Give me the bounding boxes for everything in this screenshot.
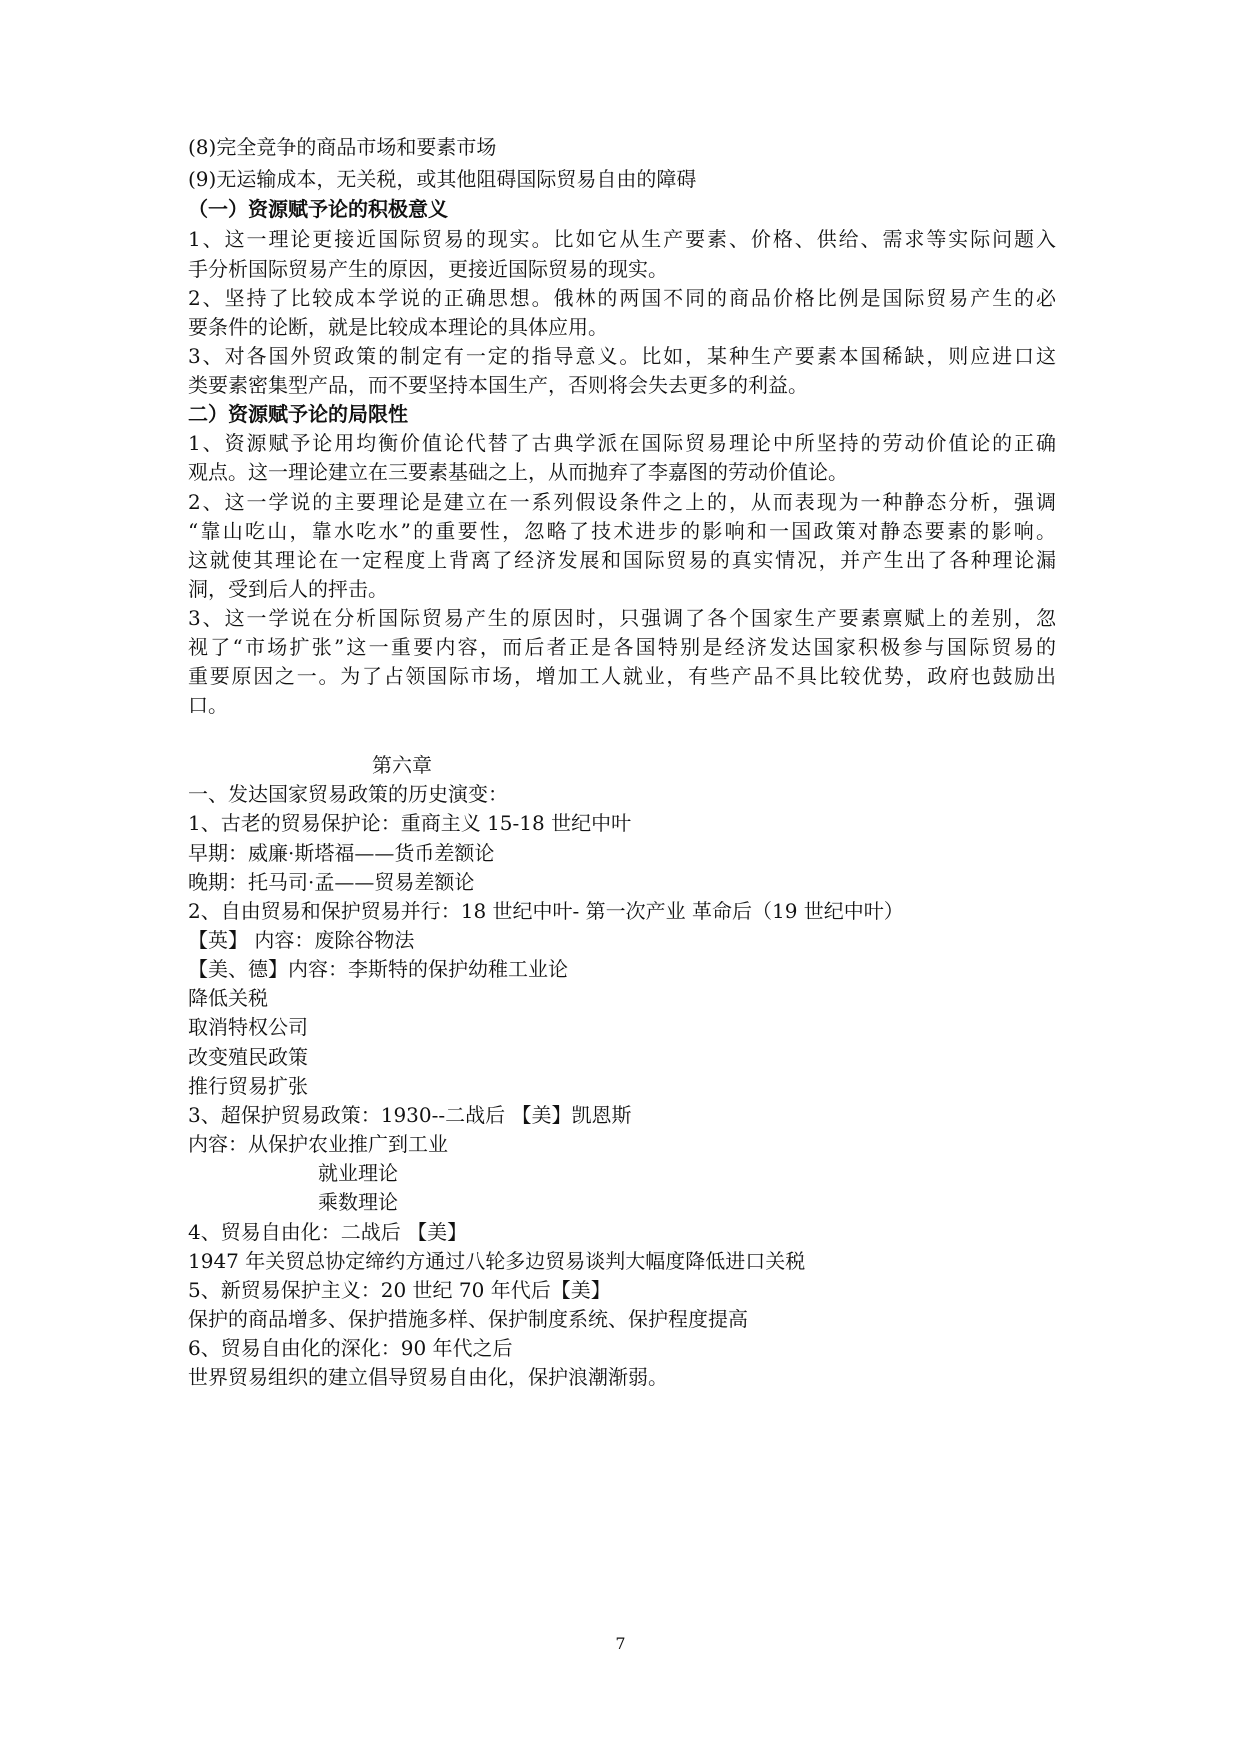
chapter-line: 3、超保护贸易政策：1930--二战后 【美】凯恩斯 — [188, 1103, 632, 1127]
limits-paragraph-3-line-1: 3、这一学说在分析国际贸易产生的原因时，只强调了各个国家生产要素禀赋上的差别，忽 — [188, 606, 1056, 630]
page-number: 7 — [615, 1634, 626, 1653]
chapter-line: 保护的商品增多、保护措施多样、保护制度系统、保护程度提高 — [188, 1307, 748, 1331]
limits-paragraph-1-line-1: 1、资源赋予论用均衡价值论代替了古典学派在国际贸易理论中所坚持的劳动价值论的正确 — [188, 431, 1056, 455]
condition-8: (8)完全竞争的商品市场和要素市场 — [188, 135, 497, 159]
chapter-line: 【英】 内容：废除谷物法 — [188, 928, 415, 952]
positive-paragraph-2-line-2: 要条件的论断，就是比较成本理论的具体应用。 — [188, 315, 608, 339]
chapter-line: 降低关税 — [188, 986, 268, 1010]
chapter-line: 2、自由贸易和保护贸易并行：18 世纪中叶- 第一次产业 革命后（19 世纪中叶） — [188, 899, 904, 923]
chapter-line: 取消特权公司 — [188, 1015, 308, 1039]
limits-paragraph-2-line-3: 这就使其理论在一定程度上背离了经济发展和国际贸易的真实情况，并产生出了各种理论漏 — [188, 548, 1056, 572]
chapter-line: 1947 年关贸总协定缔约方通过八轮多边贸易谈判大幅度降低进口关税 — [188, 1249, 806, 1273]
chapter-line: 世界贸易组织的建立倡导贸易自由化，保护浪潮渐弱。 — [188, 1365, 668, 1389]
limits-paragraph-2-line-2: “靠山吃山，靠水吃水”的重要性，忽略了技术进步的影响和一国政策对静态要素的影响。 — [188, 519, 1056, 543]
heading-positive-significance: （一）资源赋予论的积极意义 — [188, 197, 448, 221]
heading-limitations: 二）资源赋予论的局限性 — [188, 402, 408, 426]
limits-paragraph-3-line-3: 重要原因之一。为了占领国际市场，增加工人就业，有些产品不具比较优势，政府也鼓励出 — [188, 664, 1056, 688]
limits-paragraph-2-line-1: 2、这一学说的主要理论是建立在一系列假设条件之上的，从而表现为一种静态分析，强调 — [188, 490, 1056, 514]
chapter-line-indented: 就业理论 — [318, 1161, 398, 1185]
positive-paragraph-3-line-2: 类要素密集型产品，而不要坚持本国生产，否则将会失去更多的利益。 — [188, 373, 808, 397]
chapter-line: 4、贸易自由化：二战后 【美】 — [188, 1220, 468, 1244]
positive-paragraph-3-line-1: 3、对各国外贸政策的制定有一定的指导意义。比如，某种生产要素本国稀缺，则应进口这 — [188, 344, 1056, 368]
chapter-line: 6、贸易自由化的深化：90 年代之后 — [188, 1336, 513, 1360]
positive-paragraph-1-line-2: 手分析国际贸易产生的原因，更接近国际贸易的现实。 — [188, 257, 668, 281]
positive-paragraph-1-line-1: 1、这一理论更接近国际贸易的现实。比如它从生产要素、价格、供给、需求等实际问题入 — [188, 227, 1056, 251]
limits-paragraph-1-line-2: 观点。这一理论建立在三要素基础之上，从而抛弃了李嘉图的劳动价值论。 — [188, 460, 848, 484]
chapter-line-indented: 乘数理论 — [318, 1190, 398, 1214]
limits-paragraph-3-line-2: 视了“市场扩张”这一重要内容，而后者正是各国特别是经济发达国家积极参与国际贸易的 — [188, 635, 1056, 659]
chapter-line: 5、新贸易保护主义：20 世纪 70 年代后【美】 — [188, 1278, 611, 1302]
condition-9: (9)无运输成本，无关税，或其他阻碍国际贸易自由的障碍 — [188, 167, 697, 191]
chapter-line: 改变殖民政策 — [188, 1045, 308, 1069]
limits-paragraph-2-line-4: 洞，受到后人的抨击。 — [188, 577, 388, 601]
chapter-line: 【美、德】内容：李斯特的保护幼稚工业论 — [188, 957, 568, 981]
positive-paragraph-2-line-1: 2、坚持了比较成本学说的正确思想。俄林的两国不同的商品价格比例是国际贸易产生的必 — [188, 286, 1056, 310]
chapter-line: 内容：从保护农业推广到工业 — [188, 1132, 448, 1156]
chapter-line: 一、发达国家贸易政策的历史演变： — [188, 782, 508, 806]
chapter-line: 推行贸易扩张 — [188, 1074, 308, 1098]
chapter-line: 晚期：托马司·孟——贸易差额论 — [188, 870, 475, 894]
limits-paragraph-3-line-4: 口。 — [188, 693, 228, 717]
chapter-line: 1、古老的贸易保护论：重商主义 15-18 世纪中叶 — [188, 811, 632, 835]
chapter-line: 早期：威廉·斯塔福——货币差额论 — [188, 841, 495, 865]
chapter-title: 第六章 — [372, 753, 432, 777]
